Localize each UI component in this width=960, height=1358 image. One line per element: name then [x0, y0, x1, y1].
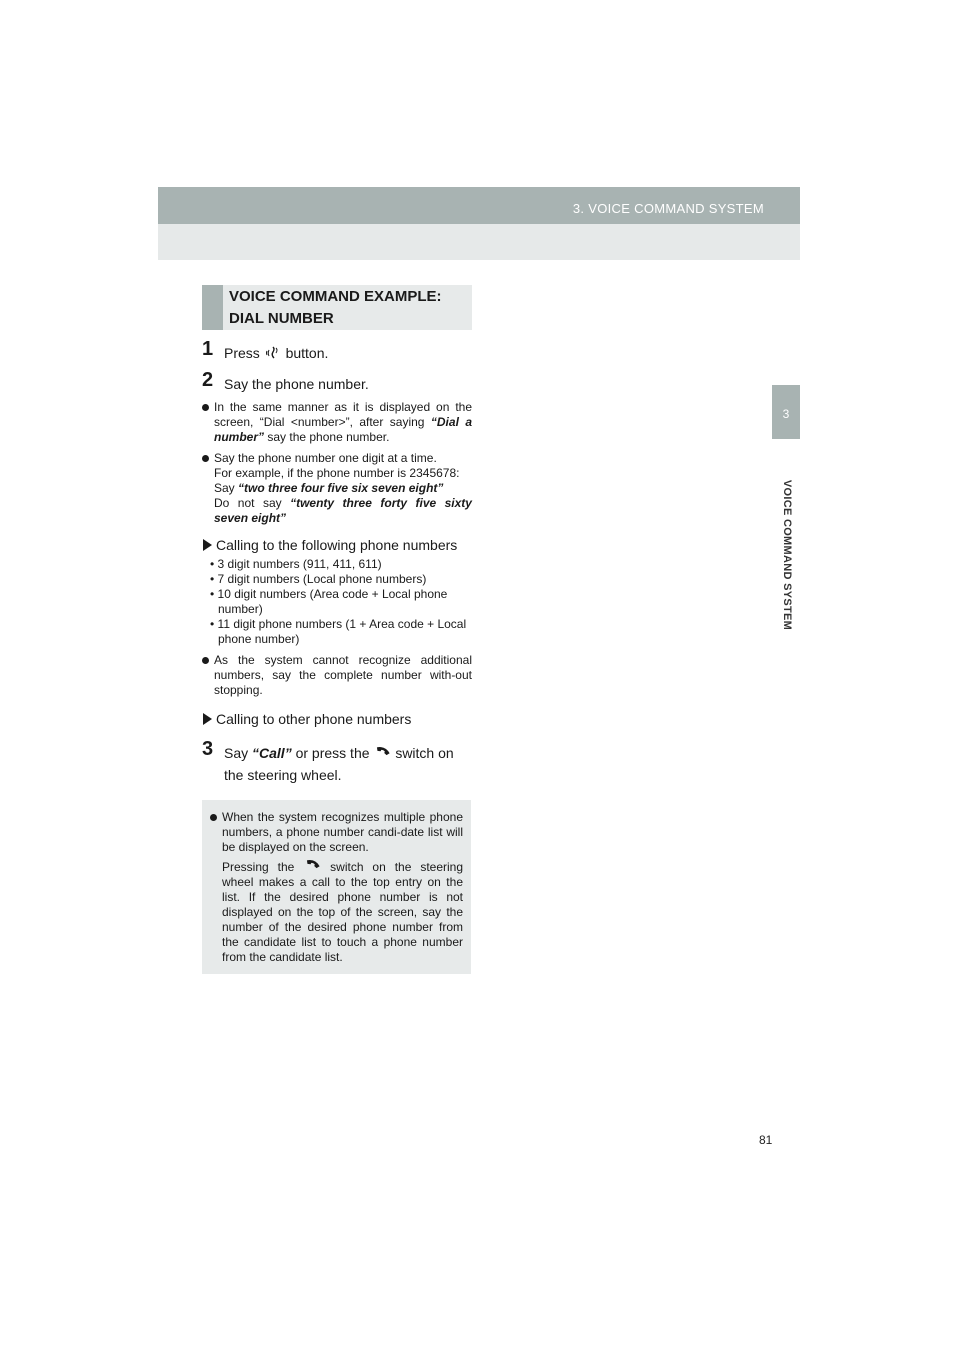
list-item: • 11 digit phone numbers (1 + Area code + Local phone number): [210, 617, 467, 646]
step-number: 1: [202, 338, 214, 360]
bullet-text-2: say the phone number.: [267, 430, 390, 444]
list-item: • 3 digit numbers (911, 411, 611): [210, 557, 382, 571]
bullet-dot: [202, 657, 209, 664]
say-label: Say: [214, 481, 235, 495]
step-number: 2: [202, 369, 214, 391]
note-text-post: switch on the steering wheel makes a call to the top entry on the list. If the desired phone number is not displayed on the top of the screen, say the number of the desired phone number from the candidate list to touch a phone number from the candidate list.: [222, 860, 464, 964]
chapter-tab-number: 3: [782, 407, 790, 421]
phone-icon: [373, 746, 391, 760]
step-text-3: switch on the steering wheel.: [224, 745, 454, 783]
bullet-dot: [210, 814, 217, 821]
header-subbar: [158, 224, 800, 260]
section-heading-text: [229, 286, 442, 330]
bullet-dot: [202, 404, 209, 411]
step-2: [202, 369, 472, 394]
section-title-line1: VOICE COMMAND EXAMPLE:: [229, 288, 442, 305]
step-text: Say the phone number.: [224, 376, 369, 392]
chapter-tab: [772, 385, 800, 439]
bullet-text: In the same manner as it is displayed on the screen, “Dial <number>”, after saying: [214, 400, 472, 429]
note-box: [202, 800, 471, 974]
section-heading: [202, 285, 472, 330]
header-bar: [158, 187, 800, 224]
talk-icon: [264, 346, 282, 360]
bullet-dot: [202, 455, 209, 462]
number-type-list: [202, 557, 472, 647]
step-text: Press: [224, 345, 260, 361]
donot-label: Do not say: [214, 496, 282, 510]
page-number: 81: [759, 1133, 773, 1147]
donot-example: “twenty three forty five sixty seven eight”: [214, 496, 472, 525]
bullet-text: As the system cannot recognize additional numbers, say the complete number with-out stopping.: [214, 653, 472, 697]
step-3: [202, 738, 472, 786]
chapter-side-label: VOICE COMMAND SYSTEM: [781, 479, 793, 631]
chapter-title: 3. VOICE COMMAND SYSTEM: [572, 201, 764, 216]
note-text: When the system recognizes multiple phone numbers, a phone number candi-date list will be displayed on the screen.: [222, 810, 463, 854]
list-item: • 7 digit numbers (Local phone numbers): [210, 572, 427, 586]
bullet-line: For example, if the phone number is 2345678:: [214, 466, 460, 480]
say-example: “two three four five six seven eight”: [238, 481, 444, 495]
note-continuation: [222, 859, 463, 965]
bullet-digit-at-a-time: [202, 451, 472, 526]
subheading-text: Calling to the following phone numbers: [216, 537, 458, 553]
subheading-text: Calling to other phone numbers: [216, 711, 412, 727]
bullet-without-stopping: [202, 653, 472, 698]
bullet-dial-number: [202, 400, 472, 445]
section-heading-bar: [202, 285, 223, 330]
subheading-following-numbers: [202, 536, 472, 554]
note-text-pre: Pressing the: [222, 860, 295, 874]
bullet-line-say: [214, 481, 472, 496]
phone-icon: [303, 859, 321, 873]
step-text: Say: [224, 745, 249, 761]
step-text-2: or press the: [295, 745, 370, 761]
arrow-right-icon: [203, 713, 212, 725]
step-number: 3: [202, 738, 214, 760]
step-1: [202, 338, 472, 363]
bullet-emphasis: “Dial a number”: [214, 415, 472, 444]
subheading-other-numbers: [202, 710, 472, 728]
step-call-emphasis: “Call”: [252, 745, 292, 761]
list-item: • 10 digit numbers (Area code + Local phone number): [210, 587, 448, 616]
note-bullet: [210, 810, 463, 855]
arrow-right-icon: [203, 539, 212, 551]
bullet-line-donot: [214, 496, 472, 526]
section-title-line2: DIAL NUMBER: [229, 310, 334, 327]
bullet-line: Say the phone number one digit at a time.: [214, 451, 437, 465]
content-column: [202, 285, 472, 786]
step-text-2: button.: [285, 345, 329, 361]
